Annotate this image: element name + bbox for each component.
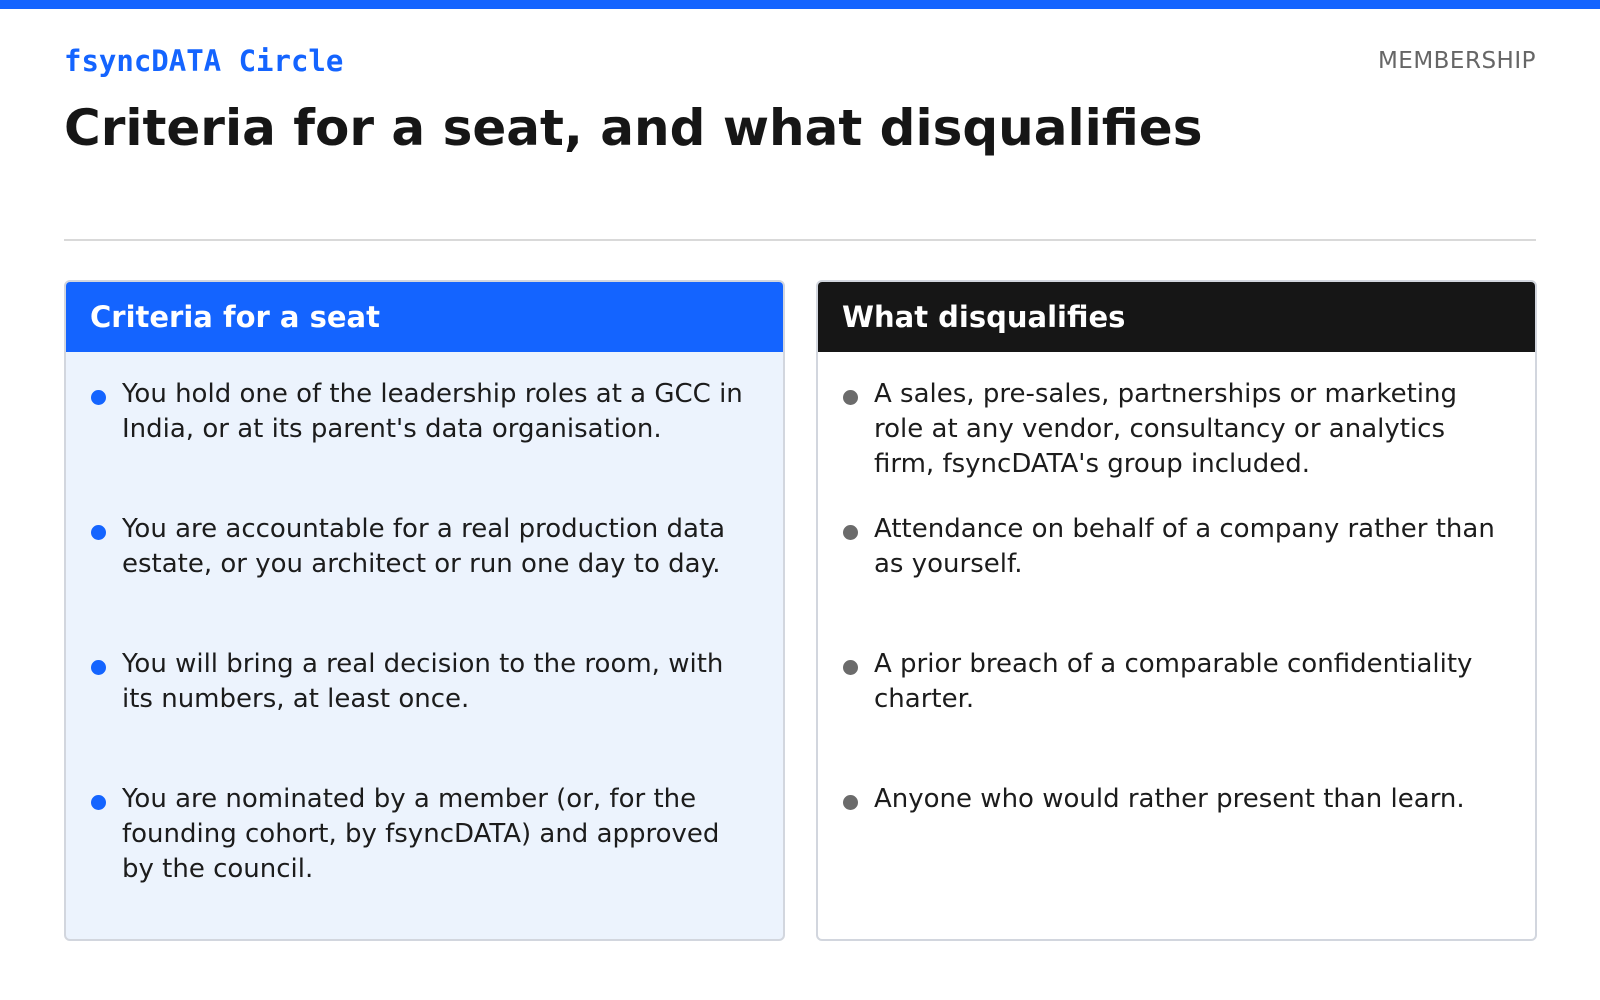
top-accent-bar — [0, 0, 1600, 9]
criteria-item — [90, 782, 755, 917]
header-divider — [64, 239, 1536, 241]
bullet-dot-icon — [843, 390, 858, 405]
criteria-item-text: You are accountable for a real production data estate, or you architect or run one day to day. — [122, 514, 726, 579]
section-label: MEMBERSHIP — [1377, 48, 1536, 74]
disqualifier-item — [842, 377, 1507, 512]
bullet-dot-icon — [843, 795, 858, 810]
bullet-dot-icon — [91, 660, 106, 675]
disqualifier-item-text: A prior breach of a comparable confidentiality charter. — [874, 649, 1473, 714]
bullet-dot-icon — [91, 795, 106, 810]
disqualifier-item — [842, 512, 1507, 647]
criteria-item-text: You hold one of the leadership roles at a GCC in India, or at its parent's data organisation. — [122, 379, 743, 444]
brand-name: fsyncDATA Circle — [64, 44, 344, 78]
page-title: Criteria for a seat, and what disqualifies — [64, 99, 1203, 157]
criteria-panel-heading: Criteria for a seat — [66, 282, 783, 352]
criteria-item-text: You will bring a real decision to the room, with its numbers, at least once. — [122, 649, 724, 714]
disqualifier-item-text: Attendance on behalf of a company rather than as yourself. — [874, 514, 1495, 579]
criteria-item-text: You are nominated by a member (or, for the founding cohort, by fsyncDATA) and approved by the council. — [122, 784, 720, 884]
criteria-item — [90, 377, 755, 512]
disqualifiers-panel-heading: What disqualifies — [818, 282, 1535, 352]
criteria-list — [66, 352, 783, 917]
disqualifier-item — [842, 782, 1507, 917]
criteria-item — [90, 512, 755, 647]
bullet-dot-icon — [843, 660, 858, 675]
bullet-dot-icon — [91, 390, 106, 405]
disqualifier-item — [842, 647, 1507, 782]
criteria-item — [90, 647, 755, 782]
disqualifiers-list — [818, 352, 1535, 917]
disqualifier-item-text: Anyone who would rather present than learn. — [874, 784, 1465, 814]
disqualifier-item-text: A sales, pre-sales, partnerships or marketing role at any vendor, consultancy or analytics firm, fsyncDATA's group included. — [874, 379, 1457, 479]
criteria-panel — [64, 280, 785, 941]
disqualifiers-panel — [816, 280, 1537, 941]
bullet-dot-icon — [843, 525, 858, 540]
bullet-dot-icon — [91, 525, 106, 540]
